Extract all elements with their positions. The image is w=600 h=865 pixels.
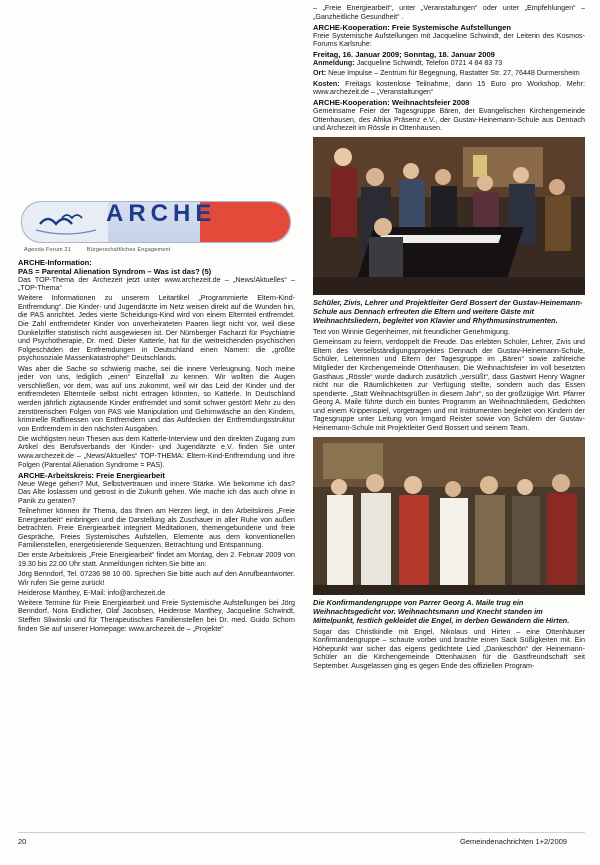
logo-subtitle: [24, 246, 295, 255]
paragraph-teilnehmer: Teilnehmer können ihr Thema, das Ihnen am Herzen liegt, in den Arbeitskreis „Freie Energiearbeit“ einbringen und die Darstellung als Zuschauer in aller Ruhe von außen betrachten. Freie Energiearbeit integriert Meditationen, themengebundene und freie Gespräche, Freies Systemisches Aufstellen, Elemente aus dem konventionellen Familienstellen, energetisierende Sequenzen, Betrachtung und Entspannung.: [18, 506, 295, 550]
photo-nativity-play-image: [313, 437, 585, 595]
paragraph-thesen: Die wichtigsten neun Thesen aus dem Katterle-Interview und den direkten Zugang zum Artikel des Berufsverbands der Kinder- und Jugendärzte e.V. finden Sie unter www.archezeit.de – „News/Aktuelles“ TOP-THEMA: Eltern-Kind-Entfremdung und ihre Folgen (Parental Alienation Syndrome = PAS).: [18, 434, 295, 469]
heading-weihnachtsfeier: ARCHE-Kooperation: Weihnachtsfeier 2008: [313, 98, 470, 108]
logo-sub-engagement: Bürgerschaftliches Engagement: [86, 247, 171, 253]
registration-label: Anmeldung:: [313, 59, 355, 68]
event-date: Freitag, 16. Januar 2009; Sonntag, 18. Januar 2009: [313, 50, 495, 60]
paragraph-aufstellungen: Freie Systemische Aufstellungen mit Jacqueline Schwindt, der Leiterin des Kosmos-Forums Karlsruhe:: [313, 31, 585, 49]
paragraph-christkindle: Sogar das Christkindle mit Engel, Nikolaus und Hirten – eine Ottenhäuser Konfirmandengruppe – schaute vorbei und brachte einen Sack Süßigkeiten mit. Ein Höhepunkt war sicher das eigens gedichtete Lied „Dankeschön“ der Heinemann-Schüler an die Kirchengemeinde Ottenhausen für die Gastfreundschaft seit September. Ausgelassen ging es gegen Ende des offiziellen Program-: [313, 627, 585, 671]
heading-energiearbeit: ARCHE-Arbeitskreis: Freie Energiearbeit: [18, 470, 165, 480]
arche-logo: [21, 201, 291, 243]
photo-piano-choir: [313, 137, 585, 295]
location-label: Ort:: [313, 69, 327, 78]
caption-piano-choir: Schüler, Zivis, Lehrer und Projektleiter Gerd Bossert der Gustav-Heinemann-Schule aus Dennach erfreuten die Eltern und weitere Gäste mit Weihnachtsliedern, begleitet von Klavier und Rhythmusinstrumenten.: [313, 298, 583, 326]
event-cost: [313, 80, 585, 97]
paragraph-top-thema: Das TOP-Thema der Archezeit jetzt unter www.archezeit.de – „News/Aktuelles“ – „TOP-Thema“: [18, 275, 295, 293]
paragraph-weitere-informationen: Weitere Informationen zu unserem Leitartikel „Programmierte Eltern-Kind-Entfremdung“. Die Kinder- und Jugendärzte im Netz weisen direkt auf die Wunden hin, die PAS anrichtet. Jedes vierte Scheidungs-Kind wird von einem Elternteil entfremdet. Die Zahl entfremdeter Kinder von unverheirateten Paaren liegt nicht vor, weil diese Dunkelziffer statistisch nicht ausgewiesen ist. Der Nürnberger Facharzt für Psychiatrie und Psychotherapie, Dr. med. Dieter Katterle, hat für die weitreichenden psychischen Folgeschäden der Entfremdungen in Deutschland einen Namen: die „größte psychosoziale Massenkatastrophe“ Deutschlands.: [18, 294, 295, 363]
birds-icon: [22, 202, 108, 242]
logo-left-panel: [22, 202, 108, 242]
logo-wordmark: ARCHE: [106, 201, 217, 227]
publication-name: Gemeindenachrichten 1+2/2009: [460, 837, 567, 846]
heading-pas: PAS = Parental Alienation Syndrom – Was ist das? (5): [18, 266, 212, 276]
photo-nativity-play: [313, 437, 585, 595]
footer-rule: [18, 832, 585, 833]
cost-value: Freitags kostenlose Teilnahme, dann 15 Euro pro Workshop. Mehr: www.archezeit.de – „Veranstaltungen“: [313, 79, 585, 97]
cost-label: Kosten:: [313, 79, 340, 88]
paragraph-verleugnung: Was aber die Sache so schwierig mache, sei die innere Verleugnung. Noch meine jeder von uns, lediglich „einen“ Einzelfall zu kennen. Wir wollten die Augen verschließen, vor dem, was auf uns zukommt, weil wir das Leid der Kinder und der entfremdeten Elternteile selbst nicht ertragen könnten, so Katterle. In Deutschland werden jährlich zigtausende Kinder entfremdet und somit schwer gestört! Mehr zu den zerstörerischen Folgen von PAS wie Manipulation und Gehirnwäsche an den Kindern, kriminelle Raffinessen von Entfremdern und das Aufdecken der Entfremdungsstruktur von Entfremdern in den nächsten Ausgaben.: [18, 364, 295, 433]
photo-piano-choir-image: [313, 137, 585, 295]
heading-arche-information: ARCHE-Information:: [18, 257, 92, 267]
event-registration: [313, 59, 585, 68]
left-column: [18, 6, 295, 635]
heading-aufstellungen: ARCHE-Kooperation: Freie Systemische Aufstellungen: [313, 22, 512, 32]
page-number: 20: [18, 837, 27, 846]
paragraph-weitere-termine: Weitere Termine für Freie Energiearbeit und Freie Systemische Aufstellungen bei Jörg Benndorf, Nora Endlicher, Olaf Jacobsen, Heiderose Manthey, Jacqueline Schwindt, Steffen Sliwinski und für Therapeutisches Familienstellen bei Dr. med. Guido Schorn finden Sie auf unserer Homepage: www.archezeit.de – „Projekte“: [18, 598, 295, 633]
paragraph-continuation: – „Freie Energiearbeit“, unter „Veranstaltungen“ oder unter „Empfehlungen“ – „Ganzheitliche Gesundheit“ .: [313, 4, 585, 21]
caption-nativity-play: Die Konfirmandengruppe von Parrer Georg A. Maile trug ein Weihnachtsgedicht vor. Weihnachtsmann und Knecht standen im Mittelpunkt, festlich gekleidet die Engel, in derben Gewändern die Hirten.: [313, 597, 570, 625]
location-value: Neue Impulse – Zentrum für Begegnung, Rastatter Str. 27, 76448 Durmersheim: [326, 69, 580, 78]
paragraph-erster-arbeitskreis: Der erste Arbeitskreis „Freie Energiearbeit“ findet am Montag, den 2. Februar 2009 von 19.30 bis 22.00 Uhr statt. Anmeldungen richten Sie bitte an:: [18, 551, 295, 568]
paragraph-gemeinsame-feier: Gemeinsame Feier der Tagesgruppe Bären, der Evangelischen Kirchengemeinde Ottenhausen, des Afrika Präsenz e.V., der Gustav-Heinemann-Schule aus Dennach und Archezeit im Rössle in Ottenhausen.: [313, 107, 585, 133]
logo-sub-agenda: Agenda Forum 21: [24, 247, 72, 253]
event-location: [313, 69, 585, 78]
paragraph-contact-manthey: Heiderose Manthey, E-Mail: info@archezeit.de: [18, 588, 166, 597]
paragraph-feier-bericht: Gemeinsam zu feiern, verdoppelt die Freude. Das erlebten Schüler, Lehrer, Zivis und Eltern des Verselbständigungsprojektes Dennach der Gustav-Heinemann-Schule, Schüler, Leiterinnen und Eltern der Tagesgruppe im „Bären“ sowie zahlreiche Mitglieder der Kirchengemeinde Ottenhausen. Die Weihnachtsfeier im voll besetzten Gasthaus „Rössle“ wurde dadurch zusätzlich „versüßt“, dass Gastwirt Henry Wagner nicht nur die Räumlichkeiten zur Verfügung stellte, sondern auch das Essen spendierte. „Statt Weihnachtsgrüßen in diesem Jahr“, so der großzügige Wirt. Pfarrer Georg A. Maile führte durch ein buntes Programm an Weihnachtsliedern, Gedichten und einem Krippenspiel, vorgetragen und mit Instrumenten begleitet von Kindern der Tagesgruppe unter Leitung von Irmgard Reister sowie von Schülern der Gustav-Heinemann-Schule mit Projektleiter Gerd Bossert und seinem Team.: [313, 338, 585, 433]
paragraph-text-credit: Text von Winnie Gegenheimer, mit freundlicher Genehmigung.: [313, 328, 510, 337]
paragraph-neue-wege: Neue Wege gehen? Mut, Selbstvertrauen und innere Stärke. Wie bekomme ich das? Das Alte loslassen und getrost in die Zukunft gehen. Wie mache ich das auch ohne in Panik zu geraten?: [18, 479, 295, 505]
right-column: [313, 4, 585, 672]
paragraph-contact-benndorf: Jörg Benndorf, Tel. 07236 98 10 00. Sprechen Sie bitte auch auf den Anrufbeantworter. Wir rufen Sie gerne zurück!: [18, 570, 295, 587]
registration-value: Jacqueline Schwindt, Telefon 0721 4 84 83 73: [354, 59, 503, 68]
